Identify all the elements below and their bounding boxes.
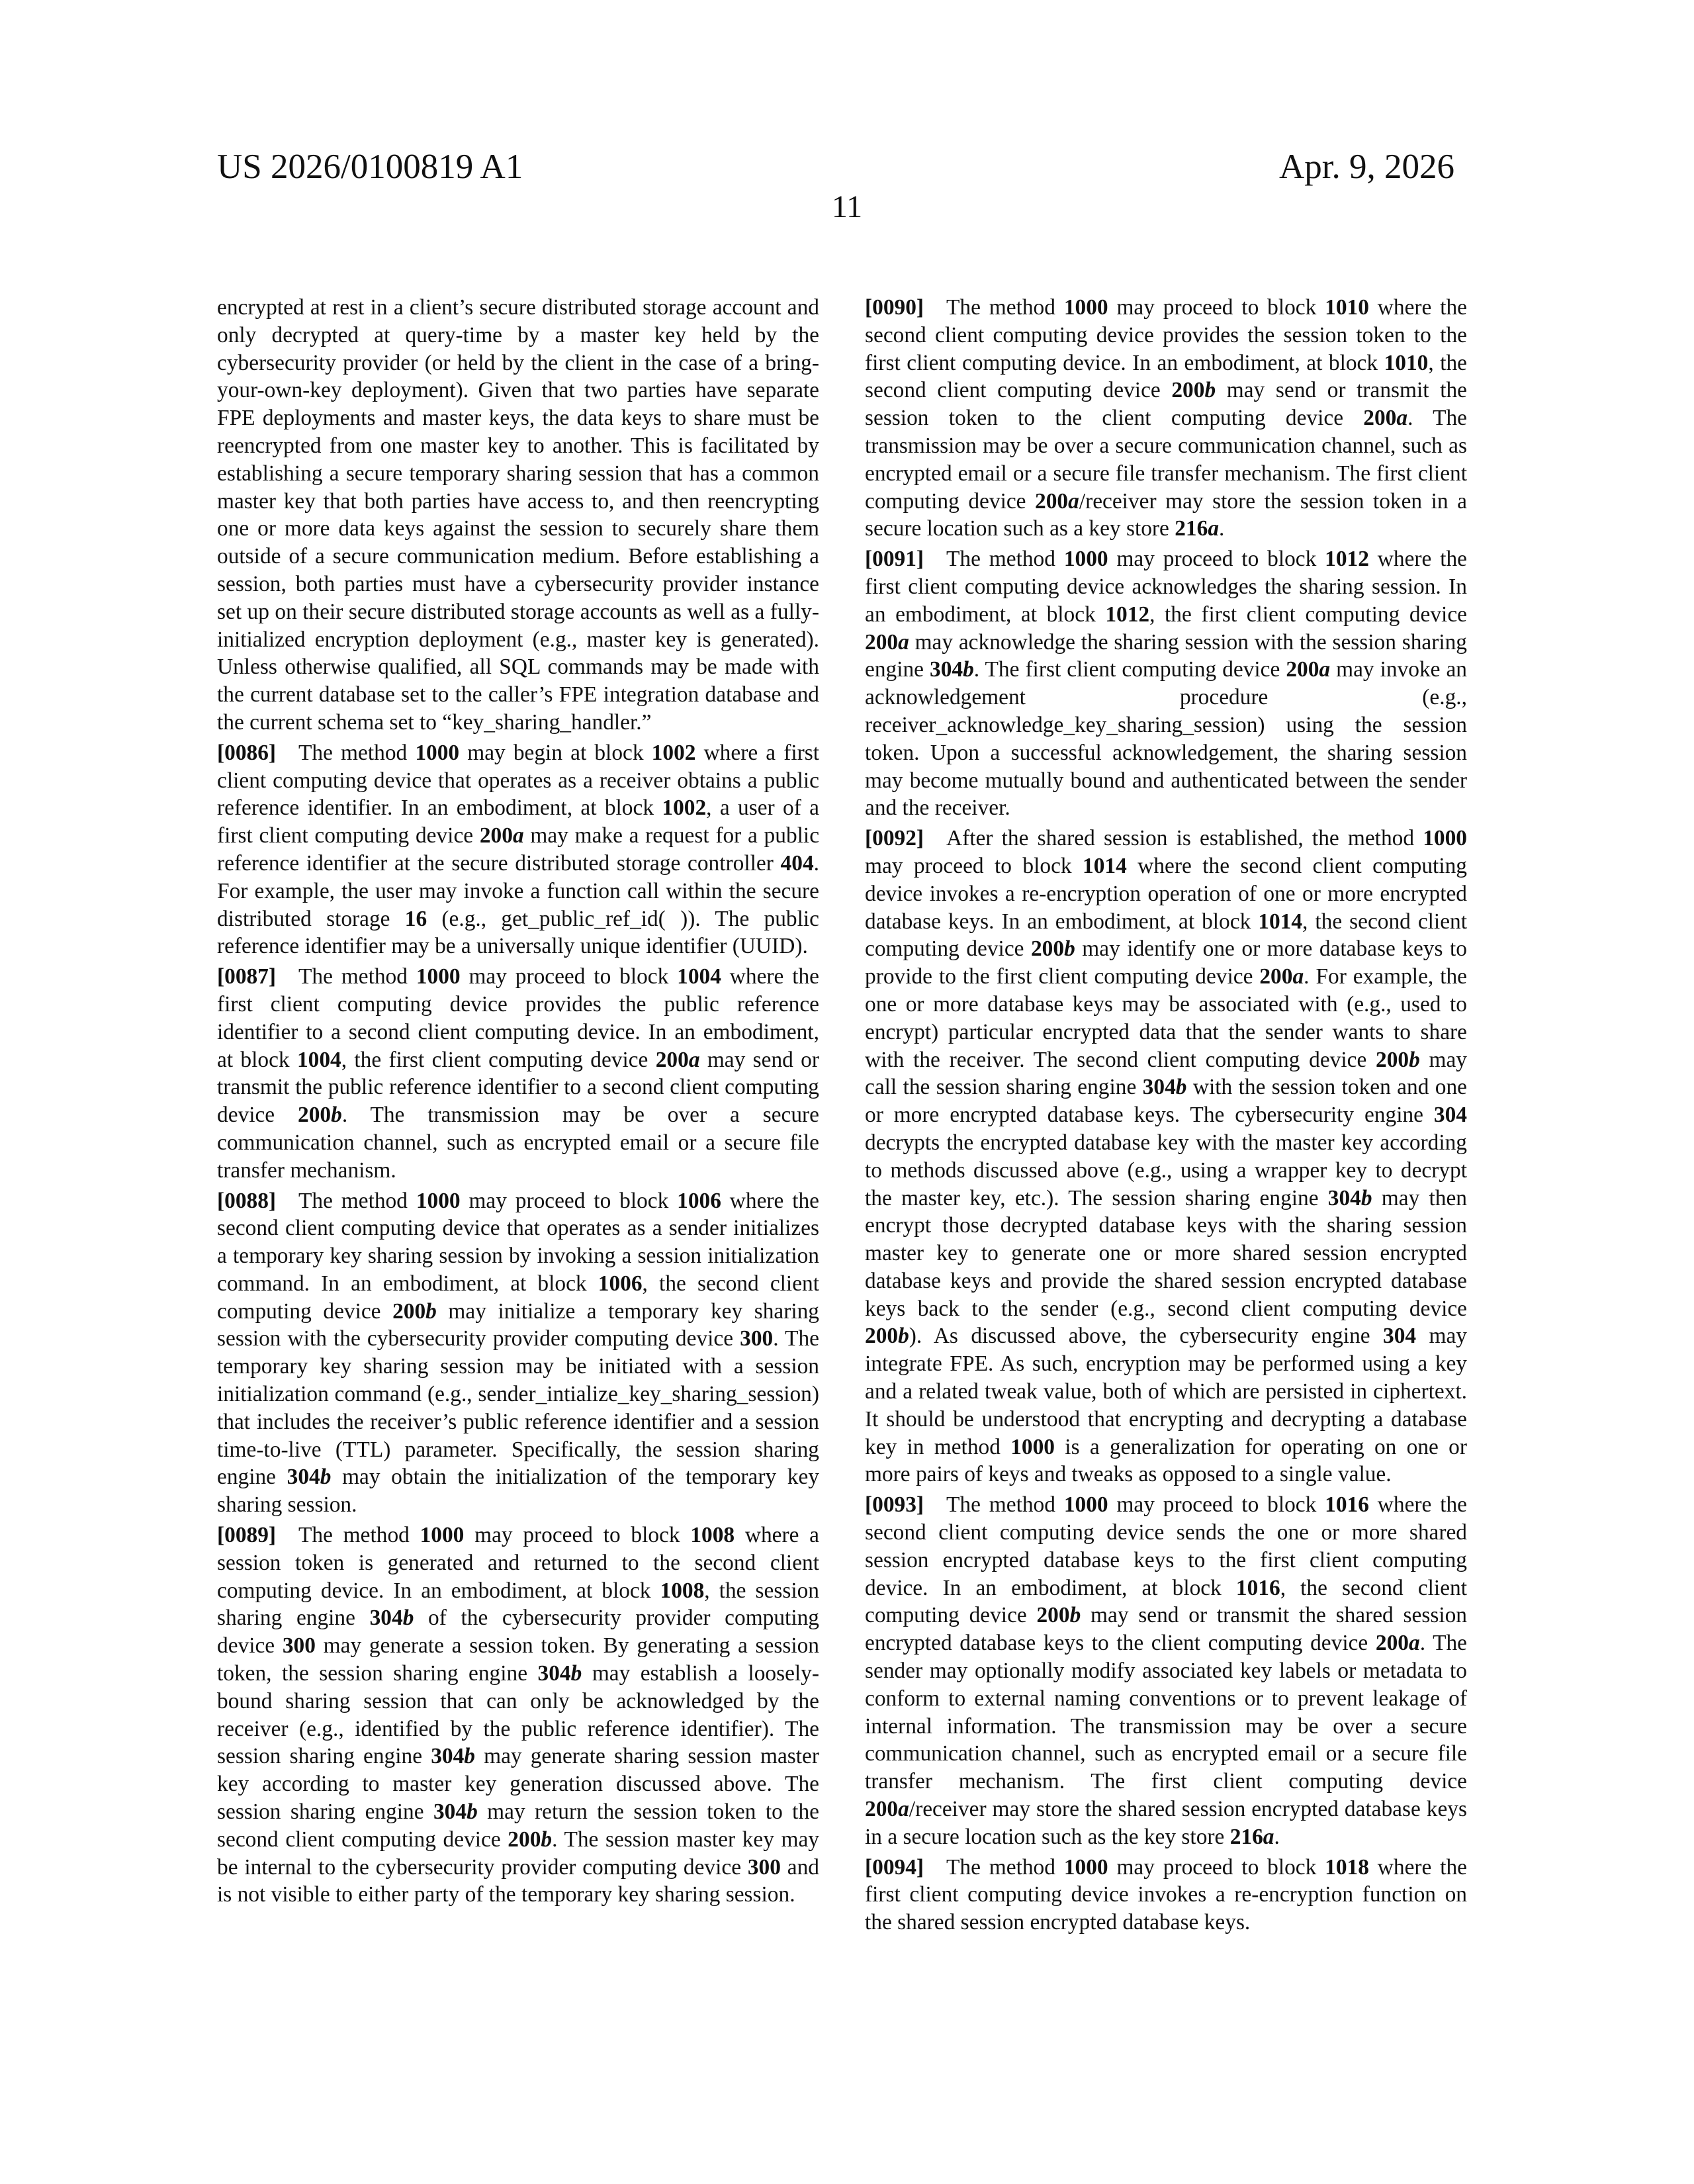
reference-numeral: 1000: [1063, 1492, 1108, 1518]
reference-numeral: 200: [1375, 1631, 1409, 1656]
reference-numeral: 1012: [1325, 547, 1369, 572]
reference-numeral: 200: [392, 1298, 426, 1324]
reference-numeral: 1000: [420, 1523, 465, 1548]
paragraph-0091: [865, 545, 1467, 822]
text-run: may proceed to block: [460, 964, 678, 989]
text-run: may proceed to block: [865, 853, 1083, 878]
text-run: /receiver may store the session token in a secure location such as a key store: [865, 488, 1467, 541]
reference-numeral: 200: [1363, 406, 1397, 431]
reference-numeral: b: [1064, 936, 1075, 962]
text-run: . For example, the user may invoke a function call within the secure distributed storage: [217, 850, 819, 931]
publication-date: Apr. 9, 2026: [1279, 148, 1454, 186]
reference-numeral: 304: [1327, 1185, 1361, 1210]
text-run: , the session sharing engine: [217, 1578, 819, 1631]
text-run: The method: [298, 1188, 416, 1213]
reference-numeral: 404: [780, 850, 814, 876]
text-run: where the second client computing device that operates as a sender initializes a temporary key sharing session by invoking a session initialization command. In an embodiment, at block: [217, 1188, 819, 1296]
paragraph-0094: [865, 1854, 1467, 1936]
reference-numeral: 1002: [662, 796, 707, 821]
text-run: may integrate FPE. As such, encryption may be performed using a key and a related tweak value, both of which are persisted in ciphertext. It should be understood that encrypting and decrypting a database key in method: [865, 1324, 1467, 1459]
text-run: is a generalization for operating on one or more pairs of keys and tweaks as opposed to a single value.: [865, 1434, 1467, 1487]
reference-numeral: 304: [930, 657, 963, 682]
reference-numeral: 1018: [1325, 1854, 1369, 1880]
paragraph-number: [0089]: [217, 1523, 277, 1548]
reference-numeral: 16: [404, 906, 427, 931]
reference-numeral: 200: [865, 1797, 899, 1822]
reference-numeral: 200: [508, 1827, 541, 1852]
text-run: may begin at block: [459, 740, 652, 765]
text-run: may obtain the initialization of the temporary key sharing session.: [217, 1465, 819, 1518]
reference-numeral: b: [1175, 1075, 1187, 1100]
text-run: , the first client computing device: [341, 1047, 656, 1072]
text-run: may acknowledge the sharing session with the session sharing engine: [865, 629, 1467, 682]
reference-numeral: b: [467, 1799, 478, 1825]
reference-numeral: 1014: [1083, 853, 1127, 878]
reference-numeral: a: [512, 823, 524, 848]
text-run: where a first client computing device that operates as a receiver obtains a public reference identifier. In an embodiment, at block: [217, 740, 819, 821]
text-run: where a session token is generated and returned to the second client computing device. In an embodiment, at block: [217, 1523, 819, 1603]
reference-numeral: 1000: [1423, 826, 1467, 851]
reference-numeral: 1000: [416, 964, 461, 989]
paragraph-text: [217, 1523, 819, 1907]
reference-numeral: 300: [740, 1326, 774, 1351]
reference-numeral: 200: [298, 1103, 332, 1128]
paragraph-0090: [865, 294, 1467, 543]
reference-numeral: 1004: [677, 964, 721, 989]
reference-numeral: 1000: [416, 1188, 461, 1213]
reference-numeral: 216: [1175, 516, 1208, 541]
reference-numeral: 304: [431, 1744, 465, 1769]
paragraph-number: [0090]: [865, 295, 924, 320]
text-run: of the cybersecurity provider computing device: [217, 1606, 819, 1659]
paragraph-number: [0094]: [865, 1854, 924, 1880]
reference-numeral: a: [1263, 1824, 1274, 1849]
text-run: where the first client computing device invokes a re-encryption function on the shared session encrypted database keys.: [865, 1854, 1467, 1935]
reference-numeral: 300: [282, 1633, 316, 1659]
paragraph-text: [865, 826, 1467, 1486]
text-run: encrypted at rest in a client’s secure distributed storage account and only decrypted at query-time by a master key held by the cybersecurity provider (or held by the client in the case of a bring-your-own-key deployment). Given that two parties have separate FPE deployments and master keys, the data keys to share must be reencrypted from one master key to another. This is facilitated by establishing a secure temporary sharing session that has a common master key that both parties have access to, and then reencrypting one or more data keys against the session to securely share them outside of a secure communication medium. Before establishing a session, both parties must have a cybersecurity provider instance set up on their secure distributed storage accounts as well as a fully-initialized encryption deployment (e.g., master key is generated). Unless otherwise qualified, all SQL commands may be made with the current database set to the caller’s FPE integration database and the current schema set to “key_sharing_handler.”: [217, 295, 819, 735]
publication-number: US 2026/0100819 A1: [217, 148, 523, 186]
reference-numeral: 200: [1030, 936, 1065, 962]
text-run: decrypts the encrypted database key with the master key according to methods discussed above (e.g., using a wrapper key to decrypt the master key, etc.). The session sharing engine: [865, 1130, 1467, 1210]
text-run: and is not visible to either party of the temporary key sharing session.: [217, 1854, 819, 1907]
reference-numeral: b: [963, 657, 974, 682]
text-run: may send or transmit the session token to the client computing device: [865, 378, 1467, 431]
left-column: [217, 294, 819, 1911]
text-run: The method: [298, 964, 416, 989]
reference-numeral: b: [1360, 1185, 1372, 1210]
reference-numeral: 1008: [660, 1578, 705, 1603]
paragraph-0092: [865, 825, 1467, 1488]
reference-numeral: 200: [1376, 1047, 1409, 1072]
paragraph-0093: [865, 1491, 1467, 1850]
reference-numeral: b: [320, 1465, 332, 1490]
text-run: may proceed to block: [1108, 1854, 1325, 1880]
reference-numeral: b: [1069, 1603, 1081, 1628]
text-run: . The transmission may be over a secure communication channel, such as encrypted email or a secure file transfer mechanism.: [217, 1103, 819, 1183]
reference-numeral: 1002: [651, 740, 696, 765]
reference-numeral: 1016: [1235, 1575, 1280, 1600]
text-run: /receiver may store the shared session encrypted database keys in a secure location such as the key store: [865, 1797, 1467, 1849]
reference-numeral: 1010: [1325, 295, 1369, 320]
reference-numeral: a: [688, 1047, 700, 1072]
text-run: . The first client computing device: [973, 657, 1286, 682]
text-run: . The transmission may be over a secure communication channel, such as encrypted email or a secure file transfer mechanism. The first client computing device: [865, 406, 1467, 514]
text-run: where the first client computing device acknowledges the sharing session. In an embodiment, at block: [865, 547, 1467, 627]
reference-numeral: 1008: [690, 1523, 735, 1548]
text-run: may generate a session token. By generating a session token, the session sharing engine: [217, 1633, 819, 1686]
text-run: may establish a loosely-bound sharing session that can only be acknowledged by the receiver (e.g., identified by the public reference identifier). The session sharing engine: [217, 1661, 820, 1769]
reference-numeral: a: [1396, 406, 1408, 431]
text-run: , the second client computing device: [865, 350, 1467, 403]
text-run: ). As discussed above, the cybersecurity engine: [909, 1324, 1384, 1349]
text-run: with the session token and one or more encrypted database keys. The cybersecurity engine: [865, 1075, 1467, 1128]
reference-numeral: b: [464, 1744, 475, 1769]
text-run: .: [1219, 516, 1225, 541]
reference-numeral: 300: [747, 1854, 781, 1880]
reference-numeral: 200: [1035, 488, 1069, 514]
right-column: [865, 294, 1467, 1939]
text-run: , the first client computing device: [1149, 602, 1467, 627]
text-run: may identify one or more database keys to provide to the first client computing device: [865, 936, 1467, 989]
reference-numeral: a: [1408, 1631, 1420, 1656]
reference-numeral: 1000: [1063, 295, 1108, 320]
paragraph-0088: [217, 1187, 819, 1520]
paragraph-number: [0092]: [865, 826, 924, 851]
text-run: may proceed to block: [1108, 1492, 1325, 1518]
reference-numeral: 304: [1383, 1324, 1417, 1349]
paragraph-number: [0086]: [217, 740, 277, 765]
reference-numeral: 304: [1142, 1075, 1176, 1100]
text-run: The method: [946, 547, 1064, 572]
text-run: may make a request for a public reference identifier at the secure distributed storage controller: [217, 823, 820, 876]
text-run: . The sender may optionally modify associated key labels or metadata to conform to external naming conventions or to prevent leakage of internal information. The transmission may be over a secure communication channel, such as encrypted email or a secure file transfer mechanism. The first client computing device: [865, 1631, 1467, 1794]
paragraph-number: [0093]: [865, 1492, 924, 1518]
text-run: where the first client computing device provides the public reference identifier to a second client computing device. In an embodiment, at block: [217, 964, 819, 1072]
reference-numeral: a: [1208, 516, 1220, 541]
reference-numeral: 1012: [1105, 602, 1150, 627]
reference-numeral: 1000: [1063, 547, 1108, 572]
text-run: The method: [298, 1523, 420, 1548]
reference-numeral: 200: [1259, 964, 1293, 989]
reference-numeral: a: [898, 1797, 909, 1822]
text-run: The method: [946, 1854, 1064, 1880]
reference-numeral: 200: [1171, 378, 1205, 403]
text-run: . For example, the one or more database keys may be associated with (e.g., used to encrypt) particular encrypted data that the sender wants to share with the receiver. The second client computing device: [865, 964, 1467, 1072]
text-run: may invoke an acknowledgement procedure (e.g., receiver_acknowledge_key_sharing_session) using the session token. Upon a successful acknowledgement, the sharing session may become mutually bound and authenticated between the sender and the receiver.: [865, 657, 1467, 821]
reference-numeral: 1004: [296, 1047, 341, 1072]
text-run: may then encrypt those decrypted database keys with the sharing session master key to generate one or more shared session encrypted database keys and provide the shared session encrypted database keys back to the sender (e.g., second client computing device: [865, 1185, 1467, 1321]
reference-numeral: 304: [537, 1661, 571, 1686]
text-run: , the second client computing device: [217, 1271, 820, 1324]
reference-numeral: a: [898, 629, 909, 655]
paragraph-number: [0087]: [217, 964, 277, 989]
paragraph-text: [217, 1189, 819, 1518]
paragraph-text: [865, 295, 1467, 541]
reference-numeral: a: [1319, 657, 1331, 682]
text-run: may generate sharing session master key according to master key generation discussed above. The session sharing engine: [217, 1744, 819, 1825]
reference-numeral: 200: [479, 823, 513, 848]
text-run: . The session master key may be internal to the cybersecurity provider computing device: [217, 1827, 819, 1880]
reference-numeral: a: [1068, 488, 1079, 514]
text-run: may proceed to block: [460, 1188, 678, 1213]
text-run: may proceed to block: [1108, 547, 1325, 572]
reference-numeral: 304: [287, 1465, 320, 1490]
text-run: where the second client computing device sends the one or more shared session encrypted database keys to the first client computing device. In an embodiment, at block: [865, 1492, 1467, 1600]
reference-numeral: 200: [865, 1324, 899, 1349]
reference-numeral: 200: [1286, 657, 1319, 682]
text-run: , the second client computing device: [865, 1575, 1467, 1628]
reference-numeral: b: [1204, 378, 1216, 403]
paragraph-0086: [217, 739, 819, 960]
paragraph-text: [865, 547, 1467, 820]
reference-numeral: 304: [1433, 1103, 1467, 1128]
reference-numeral: 1014: [1258, 909, 1303, 934]
text-run: may send or transmit the public reference identifier to a second client computing device: [217, 1047, 819, 1128]
reference-numeral: 1010: [1384, 350, 1429, 375]
text-run: may return the session token to the second client computing device: [217, 1799, 819, 1852]
text-run: , the second client computing device: [865, 909, 1468, 962]
reference-numeral: b: [570, 1661, 582, 1686]
reference-numeral: 1000: [1010, 1434, 1055, 1459]
reference-numeral: 200: [1036, 1603, 1070, 1628]
reference-numeral: 200: [655, 1047, 689, 1072]
paragraph-number: [0088]: [217, 1188, 277, 1213]
text-run: may proceed to block: [464, 1523, 691, 1548]
reference-numeral: b: [1409, 1047, 1420, 1072]
text-run: , a user of a first client computing device: [217, 796, 819, 848]
text-run: The method: [946, 295, 1064, 320]
reference-numeral: b: [541, 1827, 553, 1852]
reference-numeral: 1000: [415, 740, 460, 765]
text-run: After the shared session is established, the method: [946, 826, 1423, 851]
paragraph-text: [865, 1492, 1467, 1849]
paragraph-text: [865, 1855, 1467, 1935]
reference-numeral: 304: [369, 1606, 403, 1631]
text-run: may call the session sharing engine: [865, 1047, 1467, 1100]
reference-numeral: a: [1292, 964, 1304, 989]
text-run: . The temporary key sharing session may be initiated with a session initialization command (e.g., sender_intialize_key_sharing_session) that includes the receiver’s public reference identifier and a session time-to-live (TTL) parameter. Specifically, the session sharing engine: [217, 1326, 819, 1490]
text-run: may initialize a temporary key sharing session with the cybersecurity provider computing device: [217, 1298, 820, 1351]
reference-numeral: 1006: [677, 1188, 721, 1213]
text-run: may proceed to block: [1108, 295, 1325, 320]
reference-numeral: 1000: [1063, 1854, 1108, 1880]
paragraph-continued: [217, 294, 819, 737]
text-run: where the second client computing device provides the session token to the first client computing device. In an embodiment, at block: [865, 295, 1467, 375]
paragraph-0087: [217, 963, 819, 1184]
reference-numeral: 216: [1229, 1824, 1263, 1849]
text-run: The method: [946, 1492, 1064, 1518]
reference-numeral: b: [898, 1324, 909, 1349]
reference-numeral: b: [425, 1298, 437, 1324]
text-run: where the second client computing device invokes a re-encryption operation of one or more encrypted database keys. In an embodiment, at block: [865, 853, 1467, 934]
paragraph-0089: [217, 1522, 819, 1909]
reference-numeral: b: [331, 1103, 342, 1128]
paragraph-text: [217, 741, 819, 959]
text-run: .: [1274, 1824, 1280, 1849]
paragraph-text: [217, 964, 819, 1183]
text-run: may send or transmit the shared session encrypted database keys to the client computing device: [865, 1603, 1467, 1656]
text-run: The method: [298, 740, 416, 765]
reference-numeral: b: [402, 1606, 414, 1631]
reference-numeral: 1016: [1325, 1492, 1369, 1518]
reference-numeral: 200: [865, 629, 899, 655]
page-number: 11: [831, 189, 863, 224]
reference-numeral: 304: [433, 1799, 467, 1825]
text-run: (e.g., get_public_ref_id( )). The public reference identifier may be a universally unique identifier (UUID).: [217, 906, 819, 959]
reference-numeral: 1006: [598, 1271, 643, 1296]
paragraph-number: [0091]: [865, 547, 924, 572]
